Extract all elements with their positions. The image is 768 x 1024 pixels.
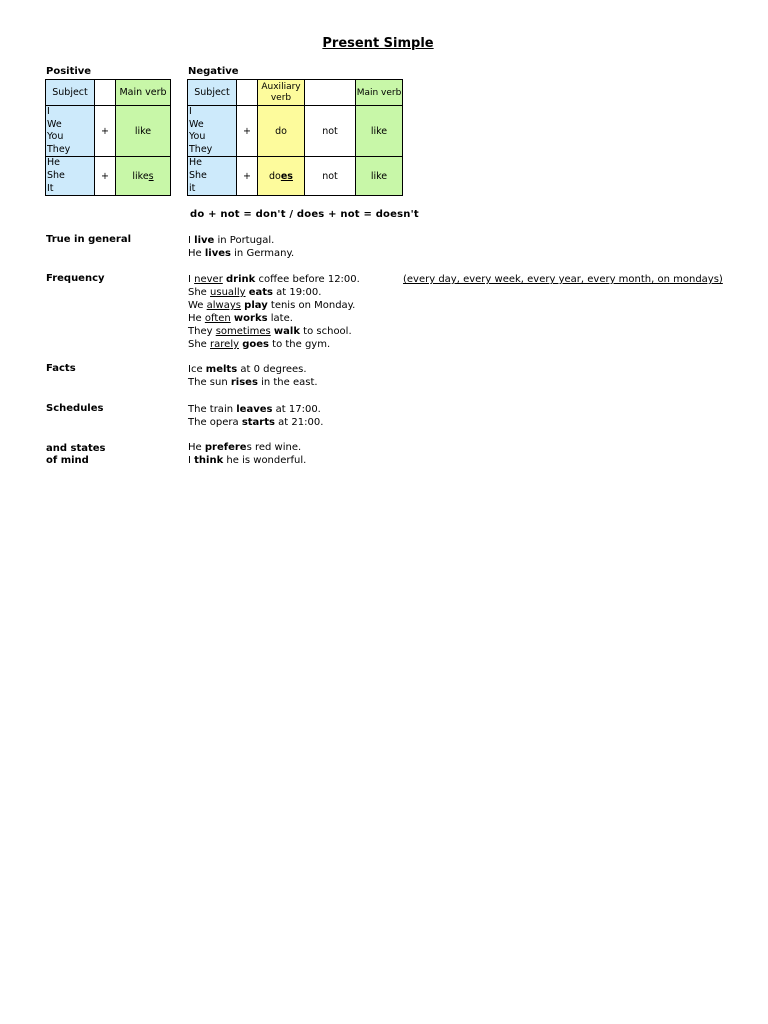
negative-table [187,79,403,196]
example-line: The train leaves at 17:00. [188,404,321,415]
example-line: They sometimes walk to school. [188,326,352,337]
example-line: She usually eats at 19:00. [188,287,322,298]
negative-row1-plus: + [237,106,258,157]
positive-row2-verb [116,157,171,196]
negative-heading: Negative [188,66,239,77]
positive-table [45,79,171,196]
example-line: He lives in Germany. [188,248,295,259]
negative-col-subject: Subject [188,80,237,106]
section-label-facts: Facts [46,363,76,374]
section-examples-facts [188,363,318,389]
positive-row2-subjects [46,157,95,196]
subject-word: He [47,157,60,169]
positive-row1-plus: + [95,106,116,157]
negative-col-not [305,80,356,106]
example-line: I live in Portugal. [188,235,275,246]
contraction-rule: do + not = don't / does + not = doesn't [190,209,419,220]
negative-row1-verb: like [356,106,403,157]
section-examples-schedules [188,403,323,429]
section-examples-states [188,441,306,467]
subject-word: We [189,118,204,130]
example-line: The sun rises in the east. [188,377,318,388]
section-examples-frequency [188,273,360,351]
subject-word: He [189,157,202,169]
subject-word: She [47,170,65,182]
subject-word: it [189,182,196,194]
positive-heading: Positive [46,66,92,77]
frequency-note: (every day, every week, every year, every month, on mondays) [403,274,723,285]
negative-row2-plus: + [237,157,258,196]
negative-row1-aux: do [258,106,305,157]
subject-word: They [189,143,213,155]
positive-row2-plus: + [95,157,116,196]
negative-row2-aux [258,157,305,196]
section-label-frequency: Frequency [46,273,105,284]
subject-word: It [47,182,54,194]
negative-row2-not: not [305,157,356,196]
example-line: I think he is wonderful. [188,455,307,466]
example-line: He often works late. [188,313,293,324]
positive-col-subject: Subject [46,80,95,106]
label-line: of mind [46,455,89,466]
verb-base: like [132,170,149,182]
verb-ending: s [148,170,154,182]
positive-col-plus [95,80,116,106]
aux-base: do [269,170,281,182]
example-line: I never drink coffee before 12:00. [188,274,360,285]
positive-row1-verb: like [116,106,171,157]
example-line: He preferes red wine. [188,442,302,453]
example-line: Ice melts at 0 degrees. [188,364,307,375]
page-title: Present Simple [322,36,434,51]
subject-word: I [47,106,50,117]
subject-word: She [189,170,207,182]
negative-row2-subjects [188,157,237,196]
label-line: and states [46,443,106,454]
section-examples-general [188,234,294,260]
example-line: We always play tenis on Monday. [188,300,356,311]
negative-row1-not: not [305,106,356,157]
subject-word: They [47,143,71,155]
negative-col-mainverb: Main verb [356,80,403,106]
positive-col-mainverb: Main verb [116,80,171,106]
positive-row1-subjects [46,106,95,157]
section-label-general: True in general [46,234,132,245]
subject-word: You [189,131,206,143]
section-label-schedules: Schedules [46,403,104,414]
subject-word: You [47,131,64,143]
section-label-states [46,443,106,467]
subject-word: I [189,106,192,117]
negative-col-plus [237,80,258,106]
negative-row1-subjects [188,106,237,157]
negative-row2-verb: like [356,157,403,196]
aux-ending: es [280,170,293,182]
negative-col-aux: Auxiliary verb [258,80,305,106]
example-line: She rarely goes to the gym. [188,339,331,350]
subject-word: We [47,118,62,130]
example-line: The opera starts at 21:00. [188,417,324,428]
